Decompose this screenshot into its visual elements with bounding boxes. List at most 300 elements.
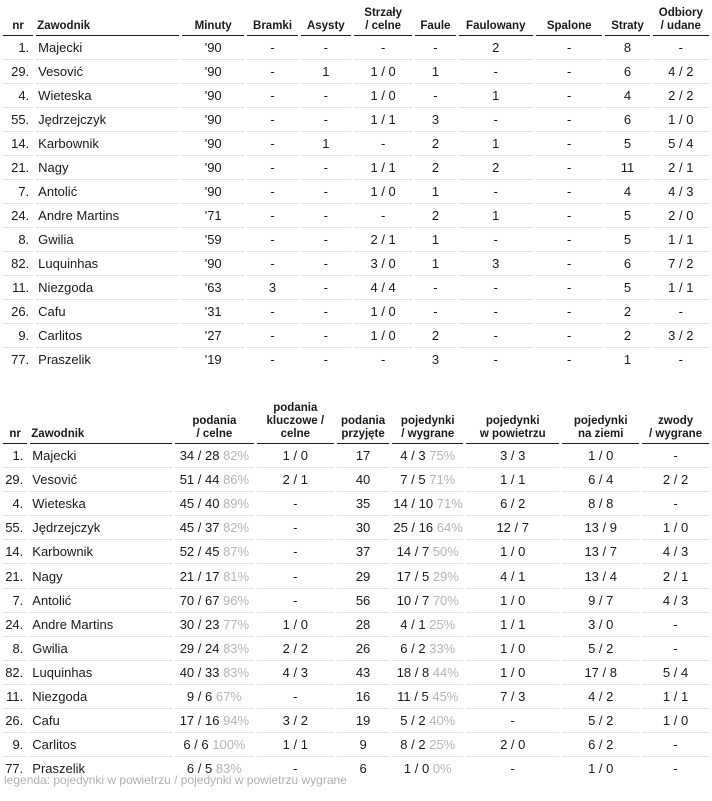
- cell-losses: 6: [605, 108, 649, 132]
- cell-shots: -: [354, 132, 412, 156]
- header-dribbles: [642, 398, 709, 444]
- player-number: 29.: [3, 60, 33, 84]
- header-duels: [392, 398, 463, 444]
- cell-fouled: -: [459, 300, 533, 324]
- table-row: [3, 589, 709, 613]
- cell-received: 29: [337, 564, 390, 588]
- cell-key-passes: -: [293, 761, 298, 777]
- cell-goals: -: [270, 352, 275, 367]
- cell-ground-duels: 17 / 8: [562, 661, 639, 685]
- cell-received: 16: [337, 685, 390, 709]
- cell-dribbles: -: [642, 492, 709, 516]
- cell-shots: 4 / 4: [354, 276, 412, 300]
- header-key-line3: celne: [280, 428, 311, 440]
- table-row: [3, 60, 709, 84]
- cell-minutes: '71: [182, 204, 244, 228]
- player-number: 4.: [3, 84, 33, 108]
- cell-offsides: -: [536, 132, 602, 156]
- player-name: Luquinhas: [36, 252, 179, 276]
- table-row: [3, 637, 709, 661]
- table-row: [3, 540, 709, 564]
- header-tackles: [653, 0, 709, 36]
- cell-minutes: '90: [182, 180, 244, 204]
- cell-air-duels: 1 / 1: [466, 468, 559, 492]
- cell-key-passes: -: [257, 564, 334, 588]
- cell-losses: 6: [605, 252, 649, 276]
- duels-value: 14 / 10: [393, 496, 434, 512]
- cell-duels: [392, 613, 463, 637]
- header-duels-line2: / wygrane: [401, 428, 455, 440]
- cell-fouls: -: [415, 36, 455, 60]
- cell-duels: [392, 589, 463, 613]
- cell-ground-duels: 1 / 0: [588, 761, 614, 777]
- duels-value: 10 / 7: [396, 592, 430, 608]
- cell-passes: [175, 733, 254, 757]
- cell-tackles: 2 / 2: [653, 84, 709, 108]
- cell-passes: [175, 661, 254, 685]
- cell-losses: 11: [605, 156, 649, 180]
- cell-received: 9: [337, 733, 390, 757]
- header-passes-line2: / celne: [196, 428, 233, 440]
- cell-tackles: 1 / 1: [653, 276, 709, 300]
- cell-duels: [392, 685, 463, 709]
- player-name: Gwilia: [30, 637, 172, 661]
- cell-minutes: '19: [204, 352, 222, 367]
- header-offsides: Spalone: [536, 0, 602, 36]
- passes-value: 70 / 67: [179, 592, 220, 608]
- cell-offsides: -: [536, 204, 602, 228]
- cell-assists: -: [301, 84, 351, 108]
- cell-fouls: 3: [431, 352, 440, 367]
- cell-tackles: 4 / 2: [653, 60, 709, 84]
- cell-losses: 2: [605, 300, 649, 324]
- cell-assists: 1: [301, 132, 351, 156]
- table-row: [3, 204, 709, 228]
- cell-minutes: '31: [182, 300, 244, 324]
- cell-shots: 1 / 0: [354, 324, 412, 348]
- duels-percent: 40%: [429, 713, 456, 729]
- player-name: Wieteska: [30, 492, 172, 516]
- cell-fouls: 1: [415, 228, 455, 252]
- cell-air-duels: 2 / 0: [466, 733, 559, 757]
- cell-shots: -: [380, 352, 386, 367]
- cell-passes: [175, 685, 254, 709]
- cell-fouls: 2: [415, 156, 455, 180]
- duels-percent: 50%: [432, 544, 459, 560]
- player-name: Niezgoda: [36, 276, 179, 300]
- cell-air-duels: 1 / 1: [466, 613, 559, 637]
- cell-goals: -: [247, 156, 297, 180]
- header-key-line1: podania: [273, 402, 318, 414]
- cell-shots: -: [354, 204, 412, 228]
- header-dribbles-line2: / wygrane: [649, 428, 703, 440]
- cell-key-passes: -: [257, 516, 334, 540]
- table-row: [3, 613, 709, 637]
- cell-air-duels: 1 / 0: [466, 661, 559, 685]
- duels-value: 17 / 5: [396, 568, 430, 584]
- header-nr-2: nr: [3, 398, 27, 444]
- cell-tackles: 4 / 3: [653, 180, 709, 204]
- passes-percent: 96%: [223, 592, 250, 608]
- player-name: Carlitos: [30, 733, 172, 757]
- player-name: Niezgoda: [30, 685, 172, 709]
- passes-value: 21 / 17: [179, 568, 220, 584]
- cell-minutes: '90: [182, 36, 244, 60]
- cell-duels: [392, 468, 463, 492]
- cell-fouls: 1: [415, 180, 455, 204]
- cell-losses: 4: [605, 84, 649, 108]
- player-name: Nagy: [30, 564, 172, 588]
- cell-passes: [175, 540, 254, 564]
- cell-fouls: -: [415, 276, 455, 300]
- cell-received: 19: [337, 709, 390, 733]
- header-ground-line1: pojedynki: [573, 415, 628, 427]
- cell-losses: 8: [605, 36, 649, 60]
- player-name: Vesović: [36, 60, 179, 84]
- cell-minutes: '90: [182, 60, 244, 84]
- cell-losses: 4: [605, 180, 649, 204]
- player-number: 8.: [3, 228, 33, 252]
- cell-goals: -: [247, 204, 297, 228]
- cell-fouled: 2: [459, 156, 533, 180]
- cell-tackles: 2 / 1: [653, 156, 709, 180]
- cell-offsides: -: [536, 300, 602, 324]
- cell-fouled: 2: [459, 36, 533, 60]
- header-tackles-line2: / udane: [660, 20, 701, 32]
- passes-value: 9 / 6: [186, 688, 213, 704]
- player-number: 26.: [3, 300, 33, 324]
- cell-minutes: '59: [182, 228, 244, 252]
- cell-assists: -: [301, 156, 351, 180]
- cell-offsides: -: [536, 180, 602, 204]
- header-ground-line2: na ziemi: [578, 428, 624, 440]
- cell-ground-duels: 13 / 7: [562, 540, 639, 564]
- duels-value: 4 / 1: [400, 616, 426, 632]
- cell-air-duels: 1 / 0: [466, 637, 559, 661]
- duels-percent: 71%: [436, 496, 463, 512]
- table-row: [3, 444, 709, 468]
- cell-duels: [392, 540, 463, 564]
- cell-offsides: -: [567, 352, 572, 367]
- header-received: [337, 398, 390, 444]
- table-row: [3, 564, 709, 588]
- duels-value: 18 / 8: [396, 664, 430, 680]
- header-shots: [354, 0, 412, 36]
- cell-ground-duels: 6 / 4: [562, 468, 639, 492]
- player-name: Carlitos: [36, 324, 179, 348]
- cell-fouls: 2: [415, 204, 455, 228]
- cell-goals: -: [247, 228, 297, 252]
- cell-received: 6: [359, 761, 367, 777]
- duels-value: 7 / 5: [400, 472, 426, 488]
- header-shots-line2: / celne: [365, 20, 402, 32]
- cell-duels: [392, 516, 463, 540]
- player-name: Wieteska: [36, 84, 179, 108]
- duels-value: 25 / 16: [393, 520, 434, 536]
- cell-key-passes: 1 / 0: [257, 613, 334, 637]
- table-row: [3, 685, 709, 709]
- cell-ground-duels: 13 / 4: [562, 564, 639, 588]
- cell-duels: [392, 757, 463, 780]
- header-dribbles-line1: zwody: [658, 415, 694, 427]
- duels-value: 14 / 7: [396, 544, 430, 560]
- player-name: Majecki: [36, 36, 179, 60]
- player-number: 11.: [3, 685, 27, 709]
- header-ground-duels: [562, 398, 639, 444]
- header-player: Zawodnik: [36, 0, 179, 36]
- player-number: 29.: [3, 468, 27, 492]
- cell-assists: 1: [301, 60, 351, 84]
- cell-passes: [175, 589, 254, 613]
- cell-ground-duels: 9 / 7: [562, 589, 639, 613]
- table-row: [3, 661, 709, 685]
- cell-losses: 2: [605, 324, 649, 348]
- cell-dribbles: -: [642, 613, 709, 637]
- duels-percent: 44%: [432, 664, 459, 680]
- cell-shots: 3 / 0: [354, 252, 412, 276]
- player-number: 82.: [3, 252, 33, 276]
- cell-tackles: 7 / 2: [653, 252, 709, 276]
- cell-tackles: 1 / 1: [653, 228, 709, 252]
- player-number: 24.: [3, 613, 27, 637]
- cell-tackles: -: [653, 36, 709, 60]
- cell-minutes: '90: [182, 84, 244, 108]
- cell-received: 17: [337, 444, 390, 468]
- player-number: 7.: [3, 180, 33, 204]
- player-name: Karbownik: [30, 540, 172, 564]
- player-name: Andre Martins: [36, 204, 179, 228]
- duels-percent: 25%: [429, 616, 456, 632]
- cell-ground-duels: 6 / 2: [562, 733, 639, 757]
- match-stats-table: [0, 0, 712, 371]
- player-number: 9.: [3, 324, 33, 348]
- table-row: [3, 156, 709, 180]
- cell-fouls: 2: [415, 132, 455, 156]
- cell-goals: -: [247, 132, 297, 156]
- cell-duels: [392, 564, 463, 588]
- header-assists: Asysty: [301, 0, 351, 36]
- cell-assists: -: [301, 252, 351, 276]
- header-recv-line2: przyjęte: [341, 428, 385, 440]
- cell-duels: [392, 637, 463, 661]
- cell-passes: [175, 613, 254, 637]
- cell-fouls: 2: [415, 324, 455, 348]
- passes-value: 51 / 44: [179, 472, 220, 488]
- cell-duels: [392, 444, 463, 468]
- cell-minutes: '90: [182, 252, 244, 276]
- player-number: 82.: [3, 661, 27, 685]
- cell-fouled: -: [459, 228, 533, 252]
- table-row: [3, 324, 709, 348]
- cell-dribbles: -: [673, 761, 678, 777]
- header-minutes: Minuty: [182, 0, 244, 36]
- cell-assists: -: [301, 204, 351, 228]
- table-row: [3, 468, 709, 492]
- duels-percent: 25%: [429, 737, 456, 753]
- cell-duels: [392, 733, 463, 757]
- cell-passes: [175, 637, 254, 661]
- player-name: Gwilia: [36, 228, 179, 252]
- cell-key-passes: 1 / 0: [257, 444, 334, 468]
- cell-dribbles: -: [642, 733, 709, 757]
- cell-key-passes: -: [257, 540, 334, 564]
- header-tackles-line1: Odbiory: [658, 7, 703, 19]
- cell-received: 43: [337, 661, 390, 685]
- header-fouls: Faule: [415, 0, 455, 36]
- cell-minutes: '90: [182, 108, 244, 132]
- cell-shots: 1 / 0: [354, 300, 412, 324]
- cell-shots: 1 / 0: [354, 180, 412, 204]
- table-row: [3, 276, 709, 300]
- cell-received: 37: [337, 540, 390, 564]
- player-number: 11.: [3, 276, 33, 300]
- cell-received: 28: [337, 613, 390, 637]
- duels-percent: 0%: [432, 761, 452, 777]
- player-number: 4.: [3, 492, 27, 516]
- cell-minutes: '90: [182, 156, 244, 180]
- player-name: Antolić: [36, 180, 179, 204]
- table-row: [3, 228, 709, 252]
- player-name: Karbownik: [36, 132, 179, 156]
- cell-tackles: 3 / 2: [653, 324, 709, 348]
- duels-percent: 33%: [429, 640, 456, 656]
- cell-goals: -: [247, 180, 297, 204]
- cell-air-duels: 6 / 2: [466, 492, 559, 516]
- player-number: 55.: [3, 108, 33, 132]
- cell-ground-duels: 3 / 0: [562, 613, 639, 637]
- cell-shots: 1 / 1: [354, 108, 412, 132]
- passes-percent: 89%: [223, 496, 250, 512]
- cell-assists: -: [301, 228, 351, 252]
- duels-value: 1 / 0: [403, 761, 430, 777]
- header-air-line2: w powietrzu: [479, 428, 546, 440]
- duels-value: 6 / 2: [400, 640, 426, 656]
- cell-assists: -: [301, 180, 351, 204]
- passes-percent: 82%: [223, 448, 250, 464]
- header-duels-line1: pojedynki: [400, 415, 455, 427]
- cell-key-passes: 2 / 1: [257, 468, 334, 492]
- passes-value: 40 / 33: [179, 664, 220, 680]
- header-air-line1: pojedynki: [485, 415, 540, 427]
- player-number: 1.: [3, 444, 27, 468]
- cell-fouled: 1: [459, 132, 533, 156]
- cell-offsides: -: [536, 36, 602, 60]
- player-number: 7.: [3, 589, 27, 613]
- cell-passes: [175, 444, 254, 468]
- table-row: [3, 132, 709, 156]
- header-key-line2: kluczowe /: [266, 415, 325, 427]
- cell-fouled: -: [459, 324, 533, 348]
- player-name: Andre Martins: [30, 613, 172, 637]
- cell-ground-duels: 1 / 0: [562, 444, 639, 468]
- player-name: Jędrzejczyk: [30, 516, 172, 540]
- cell-key-passes: -: [257, 685, 334, 709]
- cell-dribbles: 2 / 1: [642, 564, 709, 588]
- cell-losses: 5: [605, 132, 649, 156]
- cell-dribbles: -: [642, 637, 709, 661]
- duels-percent: 45%: [432, 688, 459, 704]
- cell-shots: 1 / 0: [354, 60, 412, 84]
- cell-key-passes: -: [257, 589, 334, 613]
- duels-value: 4 / 3: [400, 448, 426, 464]
- player-name: Praszelik: [32, 761, 86, 777]
- duels-percent: 75%: [429, 448, 456, 464]
- passes-percent: 77%: [223, 616, 250, 632]
- player-number: 26.: [3, 709, 27, 733]
- cell-dribbles: 2 / 2: [642, 468, 709, 492]
- cell-passes: [175, 564, 254, 588]
- cell-fouled: -: [459, 108, 533, 132]
- player-number: 21.: [3, 156, 33, 180]
- passes-percent: 81%: [223, 568, 250, 584]
- cell-passes: [175, 516, 254, 540]
- cell-offsides: -: [536, 324, 602, 348]
- duels-percent: 71%: [429, 472, 456, 488]
- player-number: 24.: [3, 204, 33, 228]
- cell-passes: [175, 468, 254, 492]
- passes-value: 52 / 45: [179, 544, 220, 560]
- passes-percent: 83%: [223, 664, 250, 680]
- table-row: [3, 348, 709, 371]
- cell-dribbles: 5 / 4: [642, 661, 709, 685]
- player-number: 77.: [5, 761, 24, 777]
- header-passes-line1: podania: [192, 415, 237, 427]
- cell-duels: [392, 709, 463, 733]
- player-name: Vesović: [30, 468, 172, 492]
- cell-dribbles: -: [642, 444, 709, 468]
- cell-received: 26: [337, 637, 390, 661]
- cell-dribbles: 4 / 3: [642, 540, 709, 564]
- duels-value: 11 / 5: [397, 688, 429, 704]
- passes-value: 17 / 16: [179, 713, 220, 729]
- player-number: 9.: [3, 733, 27, 757]
- cell-tackles: 5 / 4: [653, 132, 709, 156]
- cell-goals: -: [247, 300, 297, 324]
- cell-ground-duels: 8 / 8: [562, 492, 639, 516]
- cell-dribbles: 1 / 0: [642, 516, 709, 540]
- player-name: Luquinhas: [30, 661, 172, 685]
- cell-ground-duels: 5 / 2: [562, 709, 639, 733]
- cell-fouls: 1: [415, 252, 455, 276]
- passes-percent: 82%: [223, 520, 250, 536]
- cell-shots: -: [354, 36, 412, 60]
- cell-air-duels: 1 / 0: [466, 589, 559, 613]
- cell-offsides: -: [536, 252, 602, 276]
- cell-goals: -: [247, 324, 297, 348]
- header-shots-line1: Strzały: [364, 7, 402, 19]
- header-key-passes: [257, 398, 334, 444]
- cell-air-duels: 1 / 0: [466, 540, 559, 564]
- cell-fouled: -: [493, 352, 498, 367]
- cell-goals: -: [247, 60, 297, 84]
- table-row: [3, 709, 709, 733]
- cell-dribbles: 1 / 1: [642, 685, 709, 709]
- table-row: [3, 300, 709, 324]
- table-row: [3, 84, 709, 108]
- cell-tackles: 2 / 0: [653, 204, 709, 228]
- player-number: 1.: [3, 36, 33, 60]
- cell-fouled: 3: [459, 252, 533, 276]
- passes-value: 45 / 40: [179, 496, 220, 512]
- cell-dribbles: 4 / 3: [642, 589, 709, 613]
- player-number: 21.: [3, 564, 27, 588]
- cell-received: 30: [337, 516, 390, 540]
- player-number: 77.: [11, 352, 30, 367]
- cell-dribbles: 1 / 0: [642, 709, 709, 733]
- cell-fouled: 1: [459, 84, 533, 108]
- table-row: [3, 252, 709, 276]
- player-name: Cafu: [30, 709, 172, 733]
